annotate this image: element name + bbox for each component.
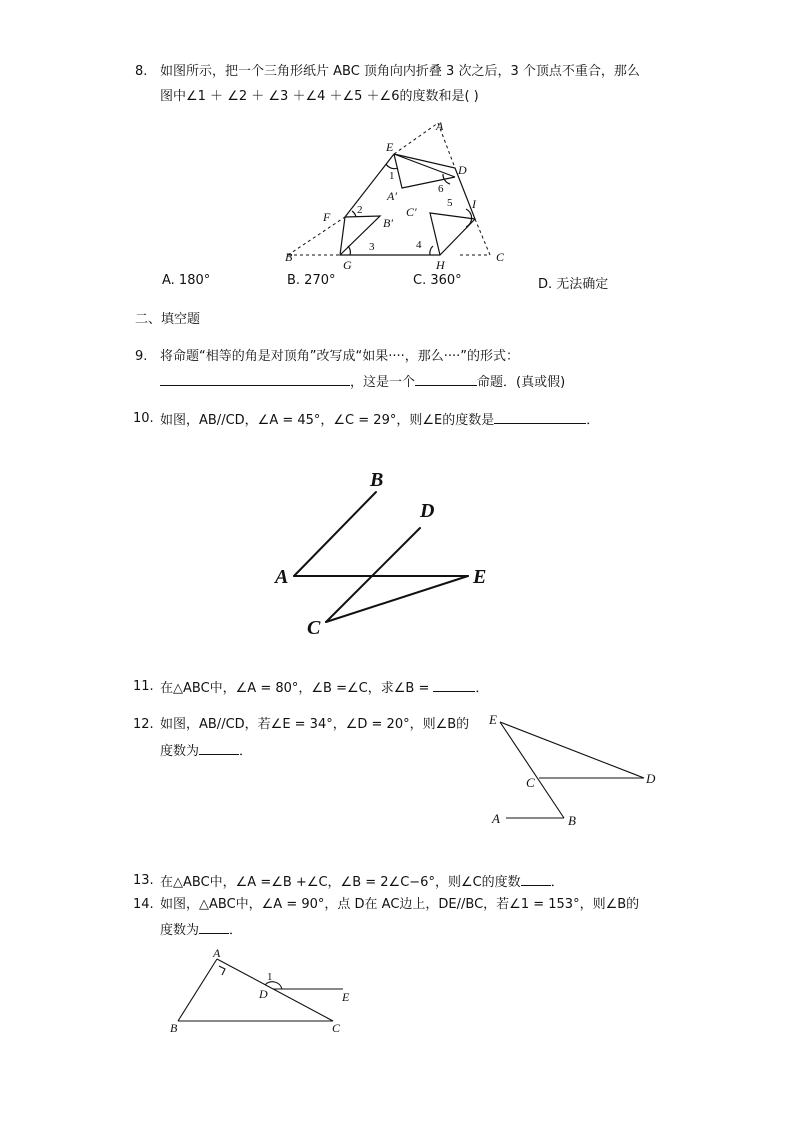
- q8-figure: [270, 112, 540, 272]
- q8-number: 8.: [135, 64, 148, 79]
- q14-label-D: D: [259, 987, 268, 1001]
- q14-label-E: E: [342, 990, 350, 1004]
- q10-line: [160, 410, 599, 430]
- q10-text: 如图，AB//CD，∠A = 45°，∠C = 29°，则∠E的度数是: [160, 413, 495, 428]
- q10-label-A: A: [275, 566, 289, 588]
- q8-label-I: I: [472, 197, 476, 211]
- q13-end: ．: [550, 875, 564, 890]
- q13-answer-blank[interactable]: [521, 872, 551, 886]
- q8-text-line1: 如图所示，把一个三角形纸片 ABC 顶角向内折叠 3 次之后，3 个顶点不重合，那么: [160, 64, 640, 79]
- q8-label-C-prime: C′: [406, 205, 417, 219]
- q12-label-B: B: [568, 813, 576, 828]
- q14-line2: [160, 920, 242, 940]
- q12-text-line2: 度数为: [160, 744, 200, 759]
- q10-number: 10.: [133, 411, 154, 426]
- q9-answer-blank-2[interactable]: [415, 372, 477, 386]
- q8-choice-d[interactable]: D. 无法确定: [538, 277, 609, 292]
- q8-label-D: D: [458, 163, 467, 177]
- q14-figure: [165, 945, 365, 1040]
- q9-line2: [160, 372, 565, 392]
- q8-label-C: C: [496, 250, 505, 264]
- q14-answer-blank[interactable]: [199, 920, 229, 934]
- q10-figure: [270, 462, 500, 640]
- q9-number: 9.: [135, 349, 148, 364]
- q8-label-A-prime: A′: [387, 189, 397, 203]
- q14-label-B: B: [170, 1021, 178, 1035]
- q11-answer-blank[interactable]: [433, 678, 475, 692]
- q12-label-E: E: [489, 712, 497, 727]
- q13-line: [160, 872, 564, 892]
- q11-end: ．: [475, 681, 489, 696]
- q10-label-E: E: [473, 566, 487, 588]
- q11-number: 11.: [133, 679, 154, 694]
- q11-text: 在△ABC中，∠A = 80°，∠B =∠C，求∠B =: [160, 681, 430, 696]
- q8-label-B: B: [285, 250, 293, 264]
- q8-label-A: A: [436, 119, 444, 133]
- q10-label-C: C: [307, 617, 321, 639]
- q8-label-1: 1: [389, 170, 395, 182]
- q14-text-line1: 如图，△ABC中，∠A = 90°，点 D在 AC边上，DE//BC，若∠1 = 153°，则∠B的: [160, 897, 640, 912]
- q11-line: [160, 678, 488, 698]
- q14-number: 14.: [133, 897, 154, 912]
- q12-label-D: D: [646, 771, 656, 786]
- q8-label-4: 4: [416, 239, 422, 251]
- q8-label-G: G: [343, 258, 352, 272]
- q8-choice-c[interactable]: C. 360°: [413, 273, 462, 288]
- q13-number: 13.: [133, 873, 154, 888]
- q9-text-line1: 将命题“相等的角是对顶角”改写成“如果····，那么····”的形式：: [160, 349, 519, 364]
- q8-choice-b[interactable]: B. 270°: [287, 273, 336, 288]
- q12-number: 12.: [133, 717, 154, 732]
- q10-label-B: B: [370, 469, 384, 491]
- q10-end: ．: [586, 413, 600, 428]
- section-title: 二、填空题: [135, 312, 201, 327]
- q8-label-6: 6: [438, 183, 444, 195]
- q8-choice-a[interactable]: A. 180°: [162, 273, 211, 288]
- q8-label-5: 5: [447, 197, 453, 209]
- q9-mid-text: ，这是一个: [350, 375, 416, 390]
- q14-end: ．: [229, 923, 243, 938]
- q8-label-H: H: [436, 258, 445, 272]
- q12-end: ．: [239, 744, 253, 759]
- q10-label-D: D: [420, 500, 435, 522]
- q9-end-text: 命题．(真或假): [477, 375, 566, 390]
- q12-answer-blank[interactable]: [199, 741, 239, 755]
- q8-label-F: F: [323, 210, 331, 224]
- q14-label-A: A: [213, 946, 221, 960]
- q14-label-C: C: [332, 1021, 341, 1035]
- q9-answer-blank-1[interactable]: [160, 372, 350, 386]
- q8-label-E: E: [386, 140, 394, 154]
- q10-answer-blank[interactable]: [494, 410, 586, 424]
- q8-label-2: 2: [357, 204, 363, 216]
- q12-label-A: A: [492, 811, 500, 826]
- q12-figure: [486, 710, 666, 832]
- q14-text-line2: 度数为: [160, 923, 200, 938]
- q8-text-line2: 图中∠1 ＋ ∠2 ＋ ∠3 ＋∠4 ＋∠5 ＋∠6的度数和是( ): [160, 89, 479, 104]
- q12-text-line1: 如图，AB//CD，若∠E = 34°，∠D = 20°，则∠B的: [160, 717, 470, 732]
- q8-label-B-prime: B′: [383, 216, 393, 230]
- q8-label-3: 3: [369, 241, 375, 253]
- q13-text: 在△ABC中，∠A =∠B +∠C，∠B = 2∠C−6°，则∠C的度数: [160, 875, 521, 890]
- q14-label-1: 1: [267, 971, 273, 983]
- q12-line2: [160, 741, 252, 761]
- q12-label-C: C: [526, 775, 535, 790]
